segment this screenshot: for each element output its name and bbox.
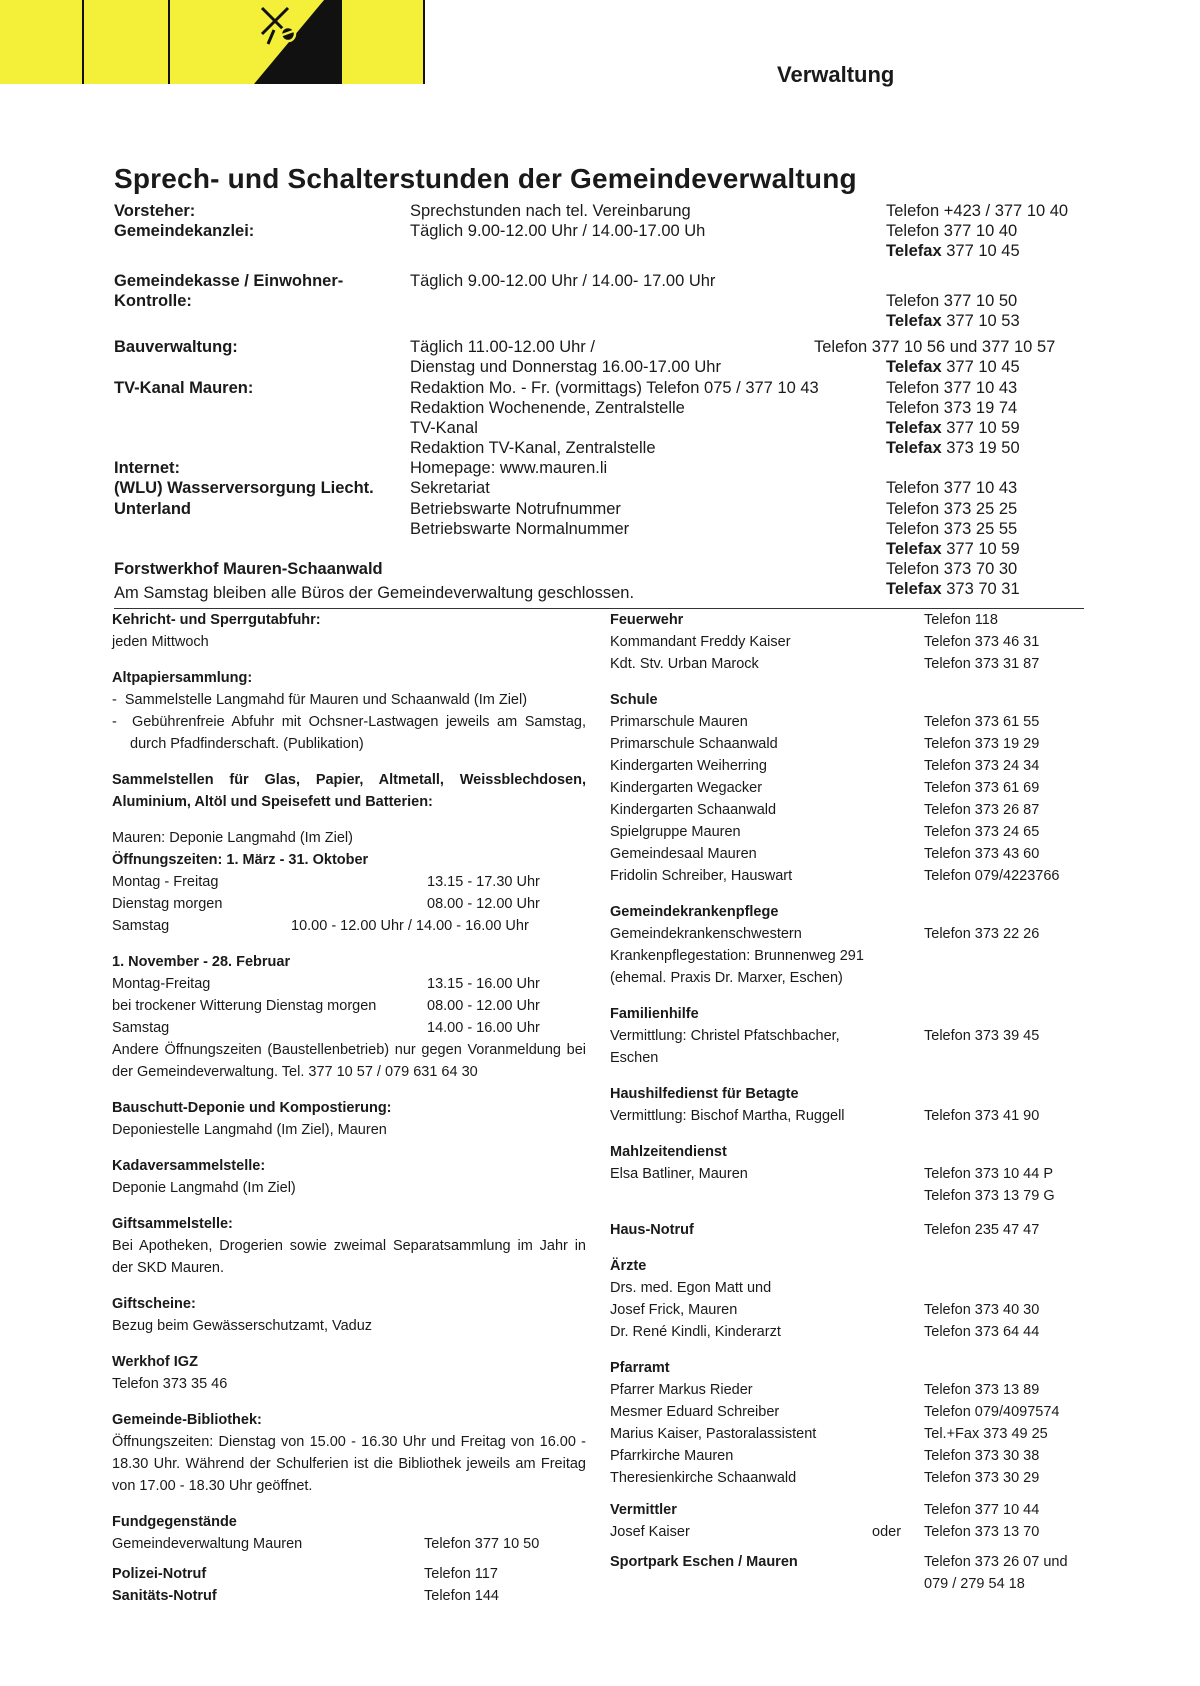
section-heading: Öffnungszeiten: 1. März - 31. Oktober bbox=[112, 852, 369, 868]
row-phone: Telefax 373 70 31 bbox=[886, 580, 1020, 599]
section-heading-row: Haus-Notruf Telefon 235 47 47 bbox=[610, 1222, 1040, 1238]
band-divider bbox=[340, 0, 342, 84]
hours-row: bei trockener Witterung Dienstag morgen 08.00 - 12.00 Uhr bbox=[112, 998, 540, 1014]
row-phone: Telefax 377 10 59 bbox=[886, 540, 1020, 558]
row-phone: Telefax 377 10 45 bbox=[886, 358, 1020, 377]
contact-row: Elsa Batliner, Mauren Telefon 373 10 44 P bbox=[610, 1166, 1053, 1182]
hours-row: Montag - Freitag 13.15 - 17.30 Uhr bbox=[112, 874, 540, 890]
table-row bbox=[114, 241, 1094, 261]
text-line: Mauren: Deponie Langmahd (Im Ziel) bbox=[112, 830, 353, 846]
text-line: Eschen bbox=[610, 1050, 659, 1066]
contact-row: Mesmer Eduard Schreiber Telefon 079/4097574 bbox=[610, 1404, 1060, 1420]
section-heading: Mahlzeitendienst bbox=[610, 1144, 727, 1160]
row-phone: Telefax 377 10 59 bbox=[886, 418, 1020, 437]
row-label: TV-Kanal Mauren: bbox=[114, 378, 254, 397]
contact-row: Kdt. Stv. Urban Marock Telefon 373 31 87 bbox=[610, 656, 1040, 672]
left-column bbox=[112, 609, 586, 1607]
section-heading: 1. November - 28. Februar bbox=[112, 954, 291, 970]
table-row bbox=[114, 357, 1094, 377]
contact-row: Polizei-Notruf Telefon 117 bbox=[112, 1566, 498, 1582]
table-row bbox=[114, 478, 1094, 498]
text-line: Deponie Langmahd (Im Ziel) bbox=[112, 1180, 296, 1196]
section-heading-row: Sportpark Eschen / Mauren Telefon 373 26 07 und bbox=[610, 1554, 1068, 1570]
contact-row: 079 / 279 54 18 bbox=[924, 1576, 1025, 1592]
section-heading: Kadaversammelstelle: bbox=[112, 1158, 266, 1174]
section-heading: Ärzte bbox=[610, 1258, 647, 1274]
row-label: Gemeindekasse / Einwohner- bbox=[114, 271, 344, 290]
section-heading: Gemeinde-Bibliothek: bbox=[112, 1412, 262, 1428]
hours-row: Samstag 10.00 - 12.00 Uhr / 14.00 - 16.00 Uhr bbox=[112, 918, 529, 934]
row-phone: Telefon +423 / 377 10 40 bbox=[886, 202, 1069, 220]
text-line: jeden Mittwoch bbox=[112, 634, 209, 650]
contact-row: Kindergarten Schaanwald Telefon 373 26 87 bbox=[610, 802, 1040, 818]
band-divider bbox=[168, 0, 170, 84]
section-heading: Giftscheine: bbox=[112, 1296, 196, 1312]
contact-row: Pfarrkirche Mauren Telefon 373 30 38 bbox=[610, 1448, 1040, 1464]
row-info: Sprechstunden nach tel. Vereinbarung bbox=[410, 202, 691, 220]
row-phone: Telefax 373 19 50 bbox=[886, 439, 1020, 458]
section-heading: Werkhof IGZ bbox=[112, 1354, 198, 1370]
section-heading-row: Feuerwehr Telefon 118 bbox=[610, 612, 998, 628]
list-item: - Gebührenfreie Abfuhr mit Ochsner-Lastwagen jeweils am Samstag, durch Pfadfinderschaft. (Publikation) bbox=[112, 714, 586, 752]
hours-row: Dienstag morgen 08.00 - 12.00 Uhr bbox=[112, 896, 540, 912]
section-heading: Bauschutt-Deponie und Kompostierung: bbox=[112, 1100, 392, 1116]
text-line: Drs. med. Egon Matt und bbox=[610, 1280, 772, 1296]
table-row bbox=[114, 201, 1094, 221]
row-label: Internet: bbox=[114, 459, 180, 478]
row-phone: Telefon 377 10 40 bbox=[886, 222, 1018, 241]
table-row bbox=[114, 221, 1094, 241]
saturday-closed-note: Am Samstag bleiben alle Büros der Gemeindeverwaltung geschlossen. bbox=[114, 584, 635, 602]
contact-row: Kommandant Freddy Kaiser Telefon 373 46 31 bbox=[610, 634, 1040, 650]
hours-row: Samstag 14.00 - 16.00 Uhr bbox=[112, 1020, 540, 1036]
table-row bbox=[114, 458, 1094, 478]
table-row bbox=[114, 398, 1094, 418]
office-hours-table bbox=[114, 201, 1094, 600]
table-row bbox=[114, 311, 1094, 331]
table-row bbox=[114, 539, 1094, 559]
table-row bbox=[114, 519, 1094, 539]
text-line: (ehemal. Praxis Dr. Marxer, Eschen) bbox=[610, 970, 843, 986]
row-info: Betriebswarte Normalnummer bbox=[410, 519, 630, 538]
contact-row: Marius Kaiser, Pastoralassistent Tel.+Fax 373 49 25 bbox=[610, 1426, 1048, 1442]
contact-row: Theresienkirche Schaanwald Telefon 373 30 29 bbox=[610, 1470, 1040, 1486]
text-paragraph: Bei Apotheken, Drogerien sowie zweimal Separatsammlung im Jahr in der SKD Mauren. bbox=[112, 1238, 586, 1276]
table-row bbox=[114, 271, 1094, 291]
table-row bbox=[114, 337, 1094, 357]
contact-row: Dr. René Kindli, Kinderarzt Telefon 373 64 44 bbox=[610, 1324, 1040, 1340]
row-info[interactable]: Homepage: www.mauren.li bbox=[410, 459, 608, 478]
section-heading-row: Vermittler Telefon 377 10 44 bbox=[610, 1502, 1040, 1518]
text-paragraph: Öffnungszeiten: Dienstag von 15.00 - 16.30 Uhr und Freitag von 16.00 - 18.30 Uhr. Während der Schulferien ist die Bibliothek jeweils am Freitag von 17.00 - 18.30 Uhr geöffnet. bbox=[112, 1434, 586, 1494]
section-heading: Altpapiersammlung: bbox=[112, 670, 253, 686]
contact-row: Telefon 373 13 79 G bbox=[924, 1188, 1055, 1204]
text-line: Bezug beim Gewässerschutzamt, Vaduz bbox=[112, 1318, 373, 1334]
table-row bbox=[114, 418, 1094, 438]
contact-row: Primarschule Mauren Telefon 373 61 55 bbox=[610, 714, 1040, 730]
section-heading: Kehricht- und Sperrgutabfuhr: bbox=[112, 612, 321, 628]
contact-row: Gemeindeverwaltung Mauren Telefon 377 10 50 bbox=[112, 1536, 540, 1552]
text-line: Telefon 373 35 46 bbox=[112, 1376, 228, 1392]
row-info: Dienstag und Donnerstag 16.00-17.00 Uhr bbox=[410, 358, 721, 377]
contact-row: Sanitäts-Notruf Telefon 144 bbox=[112, 1588, 499, 1604]
contact-row: Gemeindesaal Mauren Telefon 373 43 60 bbox=[610, 846, 1040, 862]
row-label: Vorsteher: bbox=[114, 202, 196, 220]
row-phone: Telefon 377 10 43 bbox=[886, 378, 1018, 397]
row-label: Gemeindekanzlei: bbox=[114, 222, 255, 241]
contact-row: Gemeindekrankenschwestern Telefon 373 22 26 bbox=[610, 926, 1040, 942]
row-phone: Telefax 377 10 53 bbox=[886, 311, 1020, 330]
section-heading: Giftsammelstelle: bbox=[112, 1216, 233, 1232]
table-row bbox=[114, 499, 1094, 519]
table-row bbox=[114, 438, 1094, 458]
row-info: Täglich 9.00-12.00 Uhr / 14.00- 17.00 Uhr bbox=[410, 271, 716, 290]
row-label: Forstwerkhof Mauren-Schaanwald bbox=[114, 560, 383, 579]
table-row bbox=[114, 559, 1094, 579]
row-info: Sekretariat bbox=[410, 479, 490, 498]
band-divider bbox=[423, 0, 425, 84]
page-title: Sprech- und Schalterstunden der Gemeindeverwaltung bbox=[114, 163, 857, 194]
municipal-crest-icon bbox=[254, 0, 340, 84]
row-label: (WLU) Wasserversorgung Liecht. bbox=[114, 479, 374, 498]
row-info: Täglich 9.00-12.00 Uhr / 14.00-17.00 Uh bbox=[410, 222, 706, 241]
contact-row: Spielgruppe Mauren Telefon 373 24 65 bbox=[610, 824, 1040, 840]
contact-row: Fridolin Schreiber, Hauswart Telefon 079/4223766 bbox=[610, 868, 1060, 884]
contact-row: Kindergarten Weiherring Telefon 373 24 34 bbox=[610, 758, 1040, 774]
hours-row: Montag-Freitag 13.15 - 16.00 Uhr bbox=[112, 976, 540, 992]
section-heading: Verwaltung bbox=[777, 62, 895, 87]
section-heading: Familienhilfe bbox=[610, 1006, 699, 1022]
text-paragraph: Andere Öffnungszeiten (Baustellenbetrieb) nur gegen Voranmeldung bei der Gemeindeverwaltung. Tel. 377 10 57 / 079 631 64 30 bbox=[112, 1042, 586, 1080]
row-label: Kontrolle: bbox=[114, 291, 192, 310]
row-phone: Telefax 377 10 45 bbox=[886, 242, 1020, 261]
header-color-band bbox=[0, 0, 425, 84]
row-info: TV-Kanal bbox=[410, 418, 478, 437]
row-phone: Telefon 377 10 43 bbox=[886, 479, 1018, 498]
section-heading: Schule bbox=[610, 692, 658, 708]
section-heading: Gemeindekrankenpflege bbox=[610, 904, 779, 920]
contact-row: Vermittlung: Bischof Martha, Ruggell Telefon 373 41 90 bbox=[610, 1108, 1040, 1124]
row-label: Bauverwaltung: bbox=[114, 338, 238, 357]
row-info: Redaktion TV-Kanal, Zentralstelle bbox=[410, 439, 656, 458]
row-info: Betriebswarte Notrufnummer bbox=[410, 499, 621, 518]
table-row bbox=[114, 378, 1094, 398]
row-phone: Telefon 373 70 30 bbox=[886, 560, 1018, 579]
text-line: Deponiestelle Langmahd (Im Ziel), Mauren bbox=[112, 1122, 387, 1138]
contact-row: Kindergarten Wegacker Telefon 373 61 69 bbox=[610, 780, 1040, 796]
row-info: Redaktion Wochenende, Zentralstelle bbox=[410, 398, 685, 417]
row-phone: Telefon 373 25 55 bbox=[886, 519, 1018, 538]
contact-row: Josef Kaiser oder Telefon 373 13 70 bbox=[610, 1524, 1040, 1540]
text-line: Krankenpflegestation: Brunnenweg 291 bbox=[610, 948, 864, 964]
row-label: Unterland bbox=[114, 499, 192, 518]
contact-row: Pfarrer Markus Rieder Telefon 373 13 89 bbox=[610, 1382, 1040, 1398]
row-phone: Telefon 373 19 74 bbox=[886, 398, 1018, 417]
contact-row: Primarschule Schaanwald Telefon 373 19 29 bbox=[610, 736, 1040, 752]
table-row bbox=[114, 291, 1094, 311]
section-heading: Fundgegenstände bbox=[112, 1514, 237, 1530]
section-heading: Haushilfedienst für Betagte bbox=[610, 1086, 799, 1102]
row-info: Redaktion Mo. - Fr. (vormittags) Telefon 075 / 377 10 43 bbox=[410, 378, 819, 397]
section-heading: Sammelstellen für Glas, Papier, Altmetall, Weissblechdosen, Aluminium, Altöl und Speisefett und Batterien: bbox=[112, 772, 586, 810]
section-heading: Pfarramt bbox=[610, 1360, 670, 1376]
right-column bbox=[610, 609, 1090, 1595]
contact-row: Josef Frick, Mauren Telefon 373 40 30 bbox=[610, 1302, 1040, 1318]
list-item: - Sammelstelle Langmahd für Mauren und Schaanwald (Im Ziel) bbox=[112, 692, 528, 708]
row-phone: Telefon 373 25 25 bbox=[886, 499, 1018, 518]
row-phone: Telefon 377 10 50 bbox=[886, 291, 1018, 310]
contact-row: Vermittlung: Christel Pfatschbacher, Telefon 373 39 45 bbox=[610, 1028, 1040, 1044]
row-phone: Telefon 377 10 56 und 377 10 57 bbox=[814, 338, 1056, 357]
band-divider bbox=[82, 0, 84, 84]
row-info: Täglich 11.00-12.00 Uhr / bbox=[410, 338, 595, 357]
